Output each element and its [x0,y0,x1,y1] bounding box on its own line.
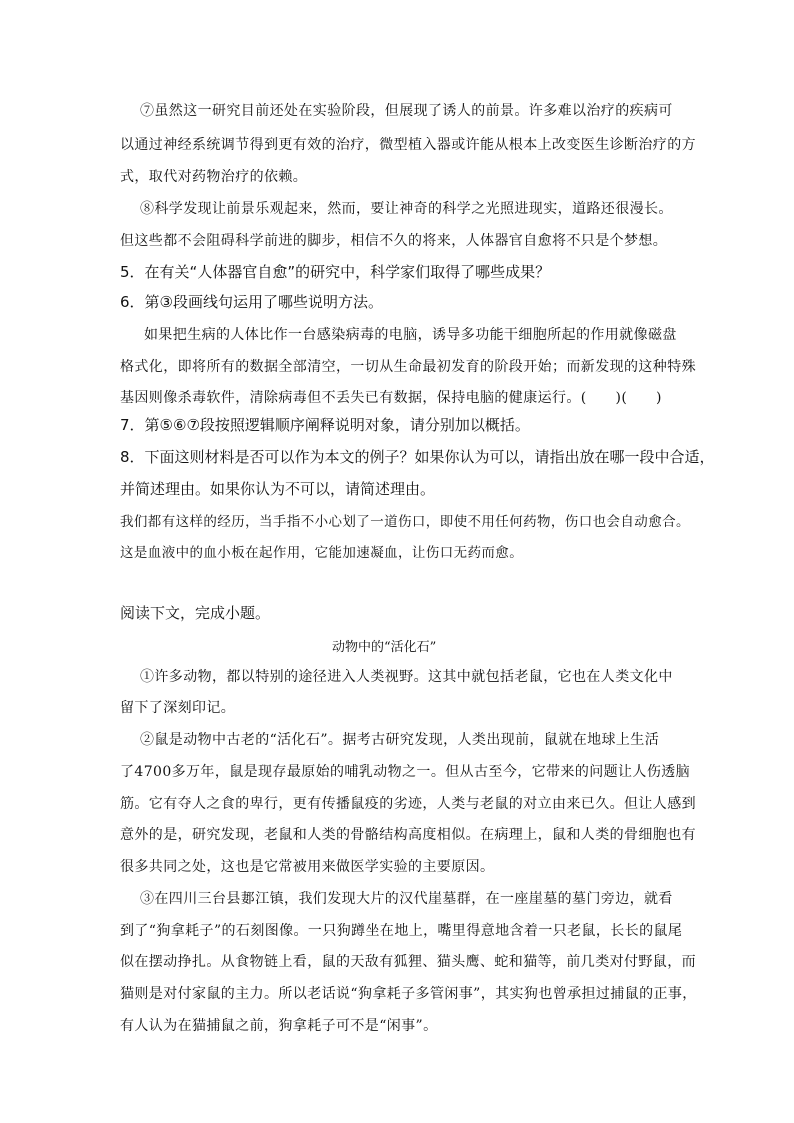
question-6: 6．第③段画线句运用了哪些说明方法。 [120,293,383,311]
q8-material-line-1: 我们都有这样的经历，当手指不小心划了一道伤口，即使不用任何药物，伤口也会自动愈合。 [120,514,690,530]
p1-line-1: ①许多动物，都以特别的途径进入人类视野。这其中就包括老鼠，它也在人类文化中 [140,669,673,685]
p7-line-1: ⑦虽然这一研究目前还处在实验阶段，但展现了诱人的前景。许多难以治疗的疾病可 [140,103,673,119]
q6-quote-line-3: 基因则像杀毒软件，清除病毒但不丢失已有数据，保持电脑的健康运行。( )( ) [120,390,662,406]
p2-line-1: ②鼠是动物中古老的“活化石”。据考古研究发现，人类出现前，鼠就在地球上生活 [140,732,660,748]
p2-line-5: 很多共同之处，这也是它常被用来做医学实验的主要原因。 [120,859,495,875]
p8-line-2: 但这些都不会阻碍科学前进的脚步，相信不久的将来，人体器官自愈将不只是个梦想。 [120,233,668,249]
p2-line-4: 意外的是，研究发现，老鼠和人类的骨骼结构高度相似。在病理上，鼠和人类的骨细胞也有 [120,827,696,843]
q6-quote-line-1: 如果把生病的人体比作一台感染病毒的电脑，诱导多功能干细胞所起的作用就像磁盘 [144,327,677,343]
p3-line-1: ③在四川三台县郪江镇，我们发现大片的汉代崖墓群，在一座崖墓的墓门旁边，就看 [140,891,673,907]
passage-title: 动物中的“活化石” [332,640,437,655]
q8-material-line-2: 这是血液中的血小板在起作用，它能加速凝血，让伤口无药而愈。 [120,545,524,561]
p3-line-3: 似在摆动挣扎。从食物链上看，鼠的天敌有狐狸、猫头鹰、蛇和猫等，前几类对付野鼠，而 [120,954,696,970]
p8-line-1: ⑧科学发现让前景乐观起来，然而，要让神奇的科学之光照进现实，道路还很漫长。 [140,201,673,217]
question-5: 5．在有关“人体器官自愈”的研究中，科学家们取得了哪些成果？ [120,263,551,281]
p2-line-3: 筋。它有夺人之食的卑行，更有传播鼠疫的劣迹，人类与老鼠的对立由来已久。但让人感到 [120,796,696,812]
question-8-line-2: 并简述理由。如果你认为不可以，请简述理由。 [120,480,436,498]
p2-line-2: 了4700多万年，鼠是现存最原始的哺乳动物之一。但从古至今，它带来的问题让人伤透脑 [120,764,691,780]
p7-line-3: 式，取代对药物治疗的依赖。 [120,169,308,185]
reading-instruction: 阅读下文，完成小题。 [120,604,271,622]
q6-quote-line-2: 格式化，即将所有的数据全部清空，一切从生命最初发育的阶段开始；而新发现的这种特殊 [120,359,696,375]
p3-line-2: 到了“狗拿耗子”的石刻图像。一只狗蹲坐在地上，嘴里得意地含着一只老鼠，长长的鼠尾 [120,923,683,939]
question-8-line-1: 8．下面这则材料是否可以作为本文的例子？如果你认为可以，请指出放在哪一段中合适， [120,448,715,466]
p3-line-5: 有人认为在猫捕鼠之前，狗拿耗子可不是“闲事”。 [120,1018,438,1034]
question-7: 7．第⑤⑥⑦段按照逻辑顺序阐释说明对象，请分别加以概括。 [120,416,530,434]
p1-line-2: 留下了深刻印记。 [120,700,236,716]
p3-line-4: 猫则是对付家鼠的主力。所以老话说“狗拿耗子多管闲事”，其实狗也曾承担过捕鼠的正事， [120,986,697,1002]
p7-line-2: 以通过神经系统调节得到更有效的治疗，微型植入器或许能从根本上改变医生诊断治疗的方 [120,137,696,153]
